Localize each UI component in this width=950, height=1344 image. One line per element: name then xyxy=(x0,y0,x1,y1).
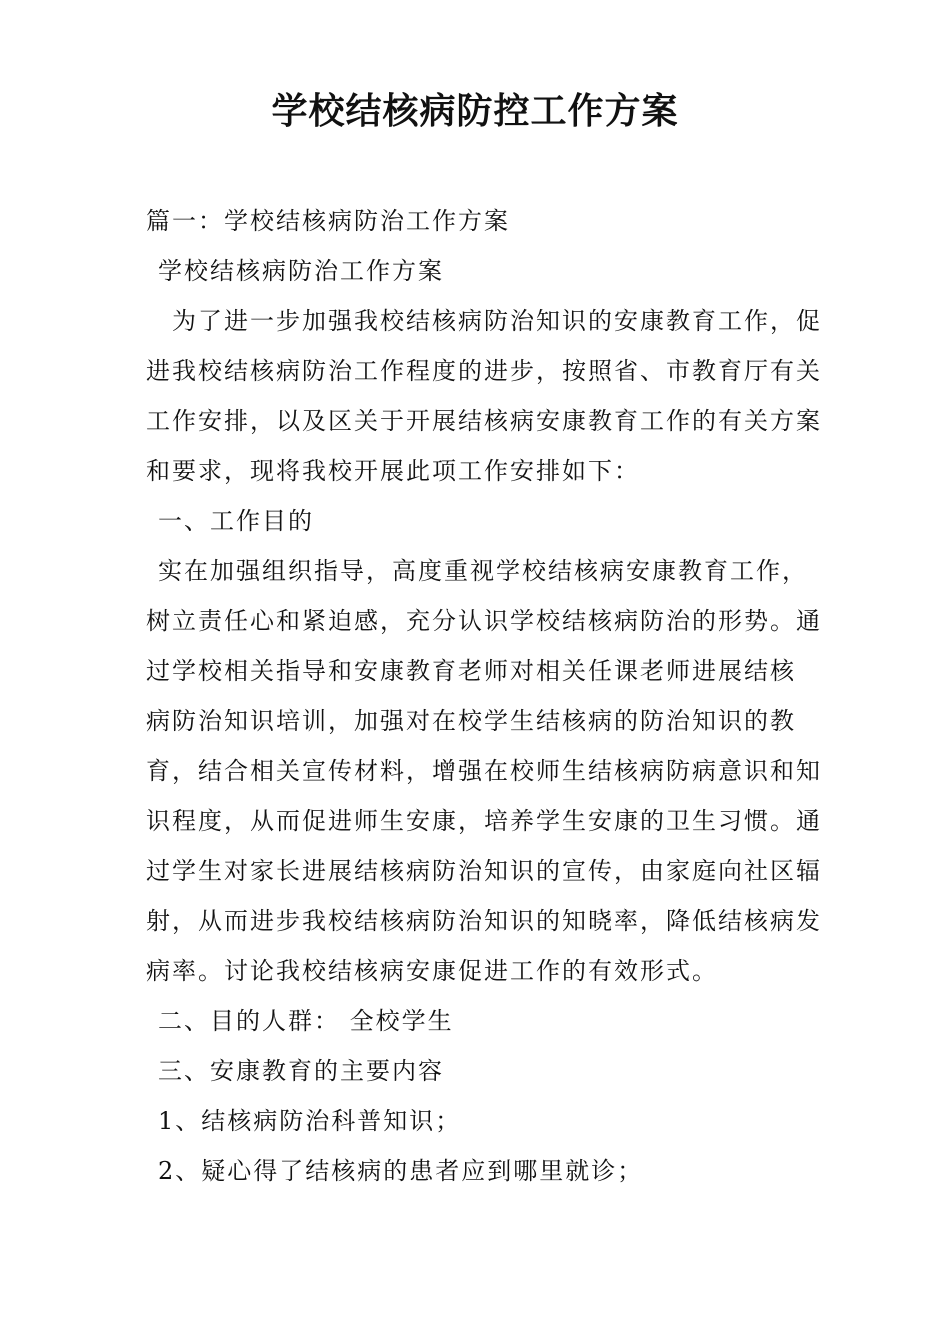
paragraph-line: 为了进一步加强我校结核病防治知识的安康教育工作，促 xyxy=(172,307,822,335)
subtitle: 学校结核病防治工作方案 xyxy=(158,257,444,285)
section-heading: 二、目的人群： 全校学生 xyxy=(158,1007,454,1035)
paragraph-line: 进我校结核病防治工作程度的进步，按照省、市教育厅有关 xyxy=(146,357,822,385)
paragraph-line: 工作安排，以及区关于开展结核病安康教育工作的有关方案 xyxy=(146,407,822,435)
document-body xyxy=(146,196,822,1196)
paragraph-line: 实在加强组织指导，高度重视学校结核病安康教育工作， xyxy=(158,557,808,585)
list-item: 1、结核病防治科普知识； xyxy=(158,1107,462,1135)
paragraph-line: 树立责任心和紧迫感，充分认识学校结核病防治的形势。通 xyxy=(146,607,822,635)
document-title: 学校结核病防控工作方案 xyxy=(271,90,679,132)
section-heading: 篇一：学校结核病防治工作方案 xyxy=(146,207,510,235)
paragraph-line: 过学生对家长进展结核病防治知识的宣传，由家庭向社区辐 xyxy=(146,857,822,885)
section-heading: 三、安康教育的主要内容 xyxy=(158,1057,444,1085)
paragraph-line: 和要求，现将我校开展此项工作安排如下： xyxy=(146,457,640,485)
section-heading: 一、工作目的 xyxy=(158,507,314,535)
paragraph-line: 育，结合相关宣传材料，增强在校师生结核病防病意识和知 xyxy=(146,757,822,785)
list-item: 2、疑心得了结核病的患者应到哪里就诊； xyxy=(158,1157,644,1185)
paragraph-line: 病防治知识培训，加强对在校学生结核病的防治知识的教 xyxy=(146,707,796,735)
paragraph-line: 病率。讨论我校结核病安康促进工作的有效形式。 xyxy=(146,957,718,985)
paragraph-line: 射，从而进步我校结核病防治知识的知晓率，降低结核病发 xyxy=(146,907,822,935)
paragraph-line: 过学校相关指导和安康教育老师对相关任课老师进展结核 xyxy=(146,657,796,685)
paragraph-line: 识程度，从而促进师生安康，培养学生安康的卫生习惯。通 xyxy=(146,807,822,835)
